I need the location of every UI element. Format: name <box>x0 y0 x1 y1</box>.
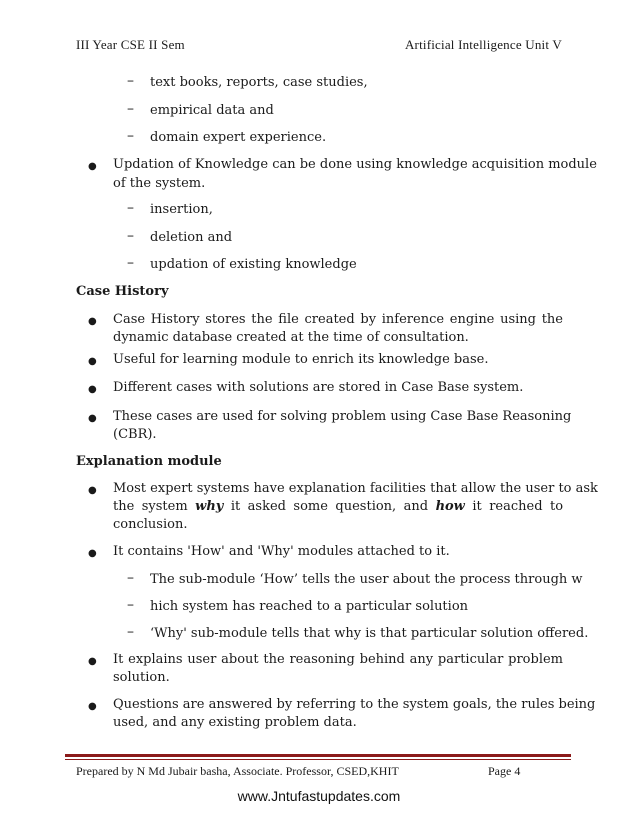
list-item: text books, reports, case studies, <box>150 75 368 90</box>
bullet-marker: ● <box>88 384 97 395</box>
dash-marker: – <box>127 255 134 271</box>
footer-credit: Prepared by N Md Jubair basha, Associate. Professor, CSED,KHIT <box>76 764 399 778</box>
list-item: empirical data and <box>150 103 274 118</box>
list-item: deletion and <box>150 230 233 245</box>
dash-marker: – <box>127 570 134 586</box>
paragraph-line: of the system. <box>113 176 206 191</box>
paragraph-line: (CBR). <box>113 427 157 442</box>
bullet-marker: ● <box>88 316 97 327</box>
page-number: Page 4 <box>488 764 521 778</box>
paragraph-line: Most expert systems have explanation facilities that allow the user to ask <box>113 481 598 496</box>
bullet-marker: ● <box>88 548 97 559</box>
text-segment: the system <box>113 499 188 514</box>
dash-marker: – <box>127 73 134 89</box>
paragraph-line: Questions are answered by referring to the system goals, the rules being <box>113 697 596 712</box>
paragraph-line: These cases are used for solving problem using Case Base Reasoning <box>113 409 572 424</box>
emphasis-why: why <box>195 499 224 514</box>
bullet-marker: ● <box>88 413 97 424</box>
list-item: updation of existing knowledge <box>150 257 357 272</box>
emphasis-how: how <box>435 499 465 514</box>
dash-marker: – <box>127 597 134 613</box>
text-segment: it asked some question, and <box>230 499 429 514</box>
list-item: insertion, <box>150 202 213 217</box>
paragraph-line: Useful for learning module to enrich its knowledge base. <box>113 352 489 367</box>
bullet-marker: ● <box>88 485 97 496</box>
bullet-marker: ● <box>88 161 97 172</box>
dash-marker: – <box>127 200 134 216</box>
footer-rule <box>65 754 571 757</box>
website-link[interactable]: www.Jntufastupdates.com <box>237 788 401 804</box>
section-heading-case-history: Case History <box>76 284 169 299</box>
list-item: hich system has reached to a particular solution <box>150 599 469 614</box>
dash-marker: – <box>127 128 134 144</box>
header-right: Artificial Intelligence Unit V <box>404 37 562 52</box>
paragraph-line: Different cases with solutions are stored in Case Base system. <box>113 380 524 395</box>
paragraph-line: It explains user about the reasoning behind any particular problem <box>113 652 563 667</box>
bullet-marker: ● <box>88 656 97 667</box>
paragraph-line: dynamic database created at the time of consultation. <box>113 330 469 345</box>
paragraph-line: Case History stores the file created by inference engine using the <box>113 312 563 327</box>
text-segment: it reached to <box>472 499 564 514</box>
paragraph-line: solution. <box>113 670 170 685</box>
paragraph-line: Updation of Knowledge can be done using knowledge acquisition module <box>113 157 597 172</box>
list-item: ‘Why' sub-module tells that why is that particular solution offered. <box>150 626 589 641</box>
list-item: The sub-module ‘How’ tells the user about the process through w <box>150 572 583 587</box>
paragraph-line-emphasis <box>113 499 563 514</box>
list-item: domain expert experience. <box>150 130 327 145</box>
dash-marker: – <box>127 624 134 640</box>
section-heading-explanation: Explanation module <box>76 454 222 469</box>
bullet-marker: ● <box>88 701 97 712</box>
paragraph-line: It contains 'How' and 'Why' modules attached to it. <box>113 544 450 559</box>
paragraph-line: used, and any existing problem data. <box>113 715 357 730</box>
dash-marker: – <box>127 101 134 117</box>
header-left: III Year CSE II Sem <box>76 37 185 52</box>
bullet-marker: ● <box>88 356 97 367</box>
dash-marker: – <box>127 228 134 244</box>
paragraph-line: conclusion. <box>113 517 188 532</box>
footer-rule-thin <box>65 759 571 760</box>
